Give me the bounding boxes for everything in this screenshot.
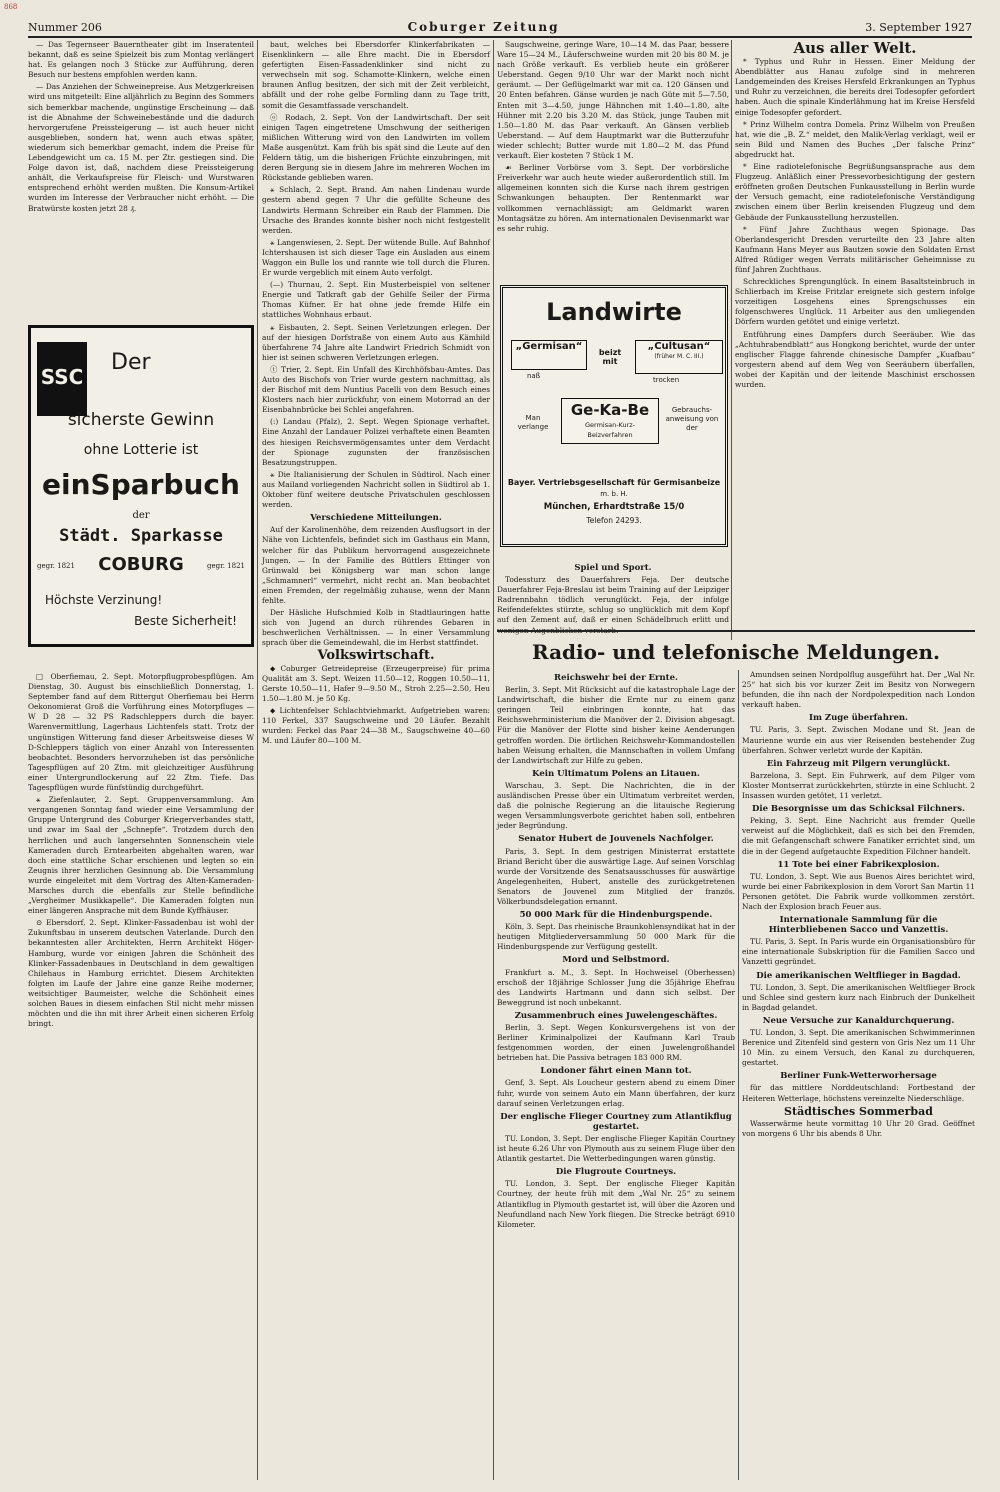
section-heading: Aus aller Welt. — [793, 39, 917, 57]
article-paragraph: Genf, 3. Sept. Als Loucheur gestern abend zu einem Diner fuhr, wurde von seinem Auto ein Mann überfahren, der kurz darauf seinen Verletzungen erlag. — [497, 1078, 735, 1108]
news-heading: Die Flugroute Courtneys. — [555, 1167, 677, 1178]
radio-column-1 — [497, 670, 735, 1480]
ad-line: sicherste Gewinn — [67, 410, 215, 430]
article-paragraph: ⚹ Eisbauten, 2. Sept. Seinen Verletzungen erlegen. Der auf der hiesigen Dorfstraße von einem Auto aus Kämhild überfahrene 74 Jahre alte Landwirt Friedrich Schmidt von hier ist seinen schweren Verletzungen erlegen. — [262, 322, 490, 362]
ad-product: „Germisan“ — [515, 341, 583, 352]
ad-note: Germisan-Kurz-Beizverfahren — [584, 421, 636, 439]
article-paragraph: TU. Paris, 3. Sept. Zwischen Modane und St. Jean de Maurienne wurde ein aus vier Reisenden bestehender Zug überfahren. Schwer verletzt wurde der Kapitän. — [742, 725, 975, 755]
article-paragraph: Berlin, 3. Sept. Wegen Konkursvergehens ist von der Berliner Kriminalpolizei der Kaufmann Karl Traub festgenommen worden, der einen Juwelengroßhandel betrieben hat. Die Passiva betragen 183 000 RM. — [497, 1023, 735, 1063]
article-paragraph: ⬥ Coburger Getreidepreise (Erzeugerpreise) für prima Qualität am 3. Sept. Weizen 11.50—12, Roggen 10.50—11, Gerste 10.50—11, Hafer 9—9.50 M., Stroh 2.25—2.50, Heu 1.50—1.80 M. je 50 Kg. — [262, 663, 490, 703]
ad-note: trocken — [653, 376, 680, 384]
article-paragraph: ⚹ Langenwiesen, 2. Sept. Der wütende Bulle. Auf Bahnhof Ichtershausen ist sich dieser Tage ein Ausladen aus einem Waggon ein Bulle los und rannte wie toll durch die Fluren. Er wurde vergeblich mit einem Auto verfolgt. — [262, 237, 490, 278]
article-paragraph: Schreckliches Sprengunglück. In einem Basaltsteinbruch in Schlierbach im Kreise Fritzlar ereignete sich gestern infolge vorzeitigen Losgehens eines Sprengschusses ein folgenschweres Unglück. 11 Arbeiter aus den umliegenden Dörfern wurden getötet und einige verletzt. — [735, 277, 975, 327]
article-paragraph: ⊙ Ebersdorf, 2. Sept. Klinker-Fassadenbau ist wohl der Zukunftsbau in unserem deutschen Vaterlande. Durch den bekanntesten aller Architekten, Herrn Architekt Höger-Hamburg, wurde vor einigen Jahren die Schönheit des Klinker-Fassadenbaues in Deutschland in dem gewaltigen Chilehaus in Hamburg errichtet. Diesem Architekten folgten im Laufe der Jahre eine ganze Reihe moderner, weitsichtiger Baumeister, welche die Schönheit eines solchen Baues in diesem einfachen Stil nicht mehr missen möchten und die ihn mit ihrer Arbeit einen sicheren Erfolg bringt. — [28, 918, 254, 1029]
radio-column-2 — [742, 670, 975, 1480]
ad-note: Gebrauchs-anweisung von der — [665, 406, 719, 432]
sparkasse-logo: SSC — [37, 342, 87, 416]
ad-line: der — [132, 510, 150, 521]
ad-headline: einSparbuch — [42, 468, 240, 501]
section-heading: Spiel und Sport. — [574, 563, 652, 573]
ad-vendor: Bayer. Vertriebsgesellschaft für Germisanbeize — [507, 478, 721, 487]
ad-founded-right: gegr. 1821 — [207, 562, 245, 570]
ad-telephone: Telefon 24293. — [586, 516, 642, 525]
ad-city: COBURG — [98, 554, 184, 575]
column-4 — [735, 40, 975, 642]
article-paragraph: Saugschweine, geringe Ware, 10—14 M. das Paar, bessere Ware 15—24 M., Läuferschweine wurden mit 20 bis 80 M. je nach Größe verkauft. Es verblieb heute ein größerer Ueberstand. Gegen 9/10 Uhr war der Markt noch nicht geräumt. — Der Geflügelmarkt war mit ca. 120 Gänsen und 20 Enten befahren. Gänse wurden je nach Güte mit 5—7.50, Enten mit 3—4.50, junge Hähnchen mit 1.40—1.80, alte Hühner mit 2.20 bis 3.20 M. das Stück, junge Tauben mit 1.50—1.80 M. das Paar verkauft. An Gänsen verblieb Ueberstand. — Auf dem Hauptmarkt war die Butterzufuhr wieder schlecht; Butter wurde mit 1.80—2 M. das Pfund verkauft. Eier kosteten 7 Stück 1 M. — [497, 40, 729, 161]
column-1-top — [28, 40, 254, 324]
radio-section — [497, 630, 975, 1480]
article-paragraph: Peking, 3. Sept. Eine Nachricht aus fremder Quelle verweist auf die Möglichkeit, daß es sich bei den Fremden, die mit Gefangenschaft schwere Fanatiker errichtet sind, um die in der Gegend aufgetauchte Expedition Filchner handelt. — [742, 816, 975, 856]
sparkasse-advertisement — [28, 325, 254, 647]
ad-note: m. b. H. — [600, 490, 628, 498]
cultusan-box — [635, 340, 723, 374]
article-paragraph: Der Häsliche Hufschmied Kolb in Stadtlauringen hatte sich von Jugend an durch rührendes Gebaren in beschwerlichen Verhältnissen. — In einer Versammlung sprach über die Gemeindewahl, die im Herbst stattfindet. — [262, 608, 490, 648]
article-paragraph: für das mittlere Norddeutschland: Fortbestand der Heiteren Wetterlage, höchstens vereinzelte Niederschläge. — [742, 1083, 975, 1103]
gekabe-box — [561, 398, 659, 444]
page-stamp: 868 — [4, 3, 18, 11]
ad-founded-left: gegr. 1821 — [37, 562, 75, 570]
column-rule — [493, 40, 494, 1480]
news-heading: 11 Tote bei einer Fabrikexplosion. — [777, 859, 940, 870]
news-heading: Die Besorgnisse um das Schicksal Filchners. — [751, 804, 966, 815]
article-paragraph: TU. London, 3. Sept. Die amerikanischen Weltflieger Brock und Schlee sind gestern kurz nach Einbruch der Dunkelheit in Bagdad gelandet. — [742, 982, 975, 1012]
column-rule — [731, 40, 732, 640]
article-paragraph: Berlin, 3. Sept. Mit Rücksicht auf die katastrophale Lage der Landwirtschaft, die bisher die Ernte nur zu einem ganz geringen Teil einbringen konnte, hat das Reichswehrministerium die Manöver der 2. Division abgesagt. Für die Manöver der Flotte sind bisher keine Aenderungen getroffen worden. Die örtlichen Reichswehr-Kommandostellen haben Weisung erhalten, die Mannschaften in vollem Umfang der Landwirtschaft zur Hilfe zu geben. — [497, 685, 735, 765]
article-paragraph: Barzelona, 3. Sept. Ein Fuhrwerk, auf dem Pilger vom Kloster Montserrat zurückkehrten, stürzte in eine Schlucht. 2 Insassen wurden getötet, 11 verletzt. — [742, 770, 975, 801]
news-heading: Berliner Funk-Wetterworhersage — [780, 1071, 937, 1082]
issue-date: 3. September 1927 — [865, 21, 972, 34]
article-paragraph: Frankfurt a. M., 3. Sept. In Hochweisel (Oberhessen) erschoß der 18jährige Schlosser Jung die 35jährige Ehefrau des Landwirts Hartmann und dann sich selbst. Der Beweggrund ist noch unbekannt. — [497, 967, 735, 1007]
article-paragraph: * Fünf Jahre Zuchthaus wegen Spionage. Das Oberlandesgericht Dresden verurteilte den 23 Jahre alten Kaufmann Hans Meyer aus Bautzen sowie den Soldaten Ernst Alfred Rüdiger wegen Verrats militärischer Geheimnisse zu fünf Jahren Zuchthaus. — [735, 224, 975, 274]
ad-address: München, Erhardtstraße 15/0 — [543, 502, 685, 512]
ad-note: naß — [527, 372, 541, 380]
column-rule — [738, 670, 739, 1480]
news-heading: Zusammenbruch eines Juwelengeschäftes. — [514, 1010, 718, 1021]
article-paragraph: TU. London, 3. Sept. Die amerikanischen Schwimmerinnen Berenice und Zitenfeld sind gestern von Gris Nez um 11 Uhr 10 Min. zu einem Versuch, den Kanal zu durchqueren, gestartet. — [742, 1028, 975, 1068]
article-paragraph: TU. Paris, 3. Sept. In Paris wurde ein Organisationsbüro für eine internationale Subskription für die Familien Sacco und Vanzetti gegründet. — [742, 937, 975, 967]
article-paragraph: Köln, 3. Sept. Das rheinische Braunkohlensyndikat hat in der heutigen Mitgliederversammlung 50 000 Mark für die Hindenburgspende zur Verfügung gestellt. — [497, 922, 735, 952]
article-paragraph: TU. London, 3. Sept. Wie aus Buenos Aires berichtet wird, wurde bei einer Fabrikexplosion in dem Vorort San Martin 11 Personen getötet. Die Fabrik wurde vollkommen zerstört. Nach der Explosion brach Feuer aus. — [742, 871, 975, 911]
ad-note: (früher M. C. III.) — [654, 353, 704, 360]
germisan-box — [511, 340, 587, 370]
column-1-bottom — [28, 672, 254, 1480]
article-paragraph: Paris, 3. Sept. In dem gestrigen Ministerrat erstattete Briand Bericht über die auswärtige Lage. Auf seinen Vorschlag wurde der Vorsitzende des Senatsausschusses für auswärtige Angelegenheiten, Hubert, anstelle des zurückgetretenen Senators de Jouvenel zum Mitglied der französ. Völkerbundsdelegation ernannt. — [497, 846, 735, 906]
ad-slogan: Beste Sicherheit! — [134, 614, 237, 628]
article-paragraph: (—) Thurnau, 2. Sept. Ein Musterbeispiel von seltener Energie und Tatkraft gab der Gehilfe Seiler der Firma Thomas Küfner. Er hat ohne jede fremde Hilfe ein stattliches Wohnhaus erbaut. — [262, 280, 490, 320]
section-rule — [497, 630, 975, 632]
article-paragraph: * Prinz Wilhelm contra Domela. Prinz Wilhelm von Preußen hat, wie die „B. Z.“ meldet, den Malik-Verlag verklagt, weil er sein Bild und Namen des Buches „Der falsche Prinz“ abgedruckt hat. — [735, 119, 975, 159]
ad-product: Ge-Ka-Be — [570, 401, 650, 419]
article-paragraph: ⚹ Die Italianisierung der Schulen in Südtirol. Nach einer aus Mailand vorliegenden Nachricht sollen in Südtirol ab 1. Oktober fünf weitere deutsche Privatschulen geschlossen werden. — [262, 469, 490, 510]
article-paragraph: □ Oberfiemau, 2. Sept. Motorpflugprobespflügen. Am Dienstag, 30. August bis einschließlich Donnerstag, 1. September fand auf dem Rittergut Oberfiemau bei Herrn Oekonomierat Groß die Vorführung eines Motorpfluges — W D 28 — 32 PS Radschleppers durch die bayer. Warenvermittlung, Lagerhaus Lichtenfels statt. Trotz der ungünstigen Witterung fand dieser Arbeitsweise dieses W D-Schleppers täglich von einer Anzahl von Interessenten beobachtet. Besonders hervorzuheben ist das persönliche Tagespflügen auf 20 Ztm. mit gleichzeitiger Ausführung einer Untergrundlockerung auf 22 Ztm. Tiefe. Das Tagespflügen wurde fünfstündig durchgeführt. — [28, 672, 254, 793]
article-paragraph: (:) Landau (Pfalz), 2. Sept. Wegen Spionage verhaftet. Eine Anzahl der Landauer Polizei verhaftete einen Beamten des hiesigen Reichsvermögensamtes unter dem Verdacht der Spionage zugunsten der französischen Besatzungstruppen. — [262, 417, 490, 467]
ad-note: beizt mit — [598, 348, 622, 366]
article-paragraph: TU. London, 3. Sept. Der englische Flieger Kapitän Courtney, der heute früh mit dem „Wal Nr. 25“ zu seinem Atlantikflug in Plymouth gestartet ist, will über die Azoren und Neufundland nach New York fliegen. Die Strecke beträgt 6910 Kilometer. — [497, 1179, 735, 1229]
ad-line: Der — [111, 350, 151, 375]
article-paragraph: — Das Anziehen der Schweinepreise. Aus Metzgerkreisen wird uns mitgeteilt: Eine alljährlich zu Beginn des Sommers sich bemerkbar machende, ungünstige Erscheinung — daß ist die Abnahme der Schweinebestände und die dadurch hervorgerufene Preissteigerung — ist auch heuer nicht ausgeblieben, sondern hat, wenn auch etwas später, wiederum sich bemerkbar gemacht, indem die Preise für Lebendgewicht um ca. 15 M. per Ztr. gestiegen sind. Die Folge davon ist, daß, nachdem diese Preissteigerung anhält, die Verkaufspreise für Fleisch- und Wurstwaren entsprechend erhöht werden mußten. Die Konsum-Artikel wurden im Interesse der Verbraucher nicht erhöht. — Die Bratwürste kosten jetzt 28 ₰. — [28, 82, 254, 213]
article-paragraph: ⬥ Lichtenfelser Schlachtviehmarkt. Aufgetrieben waren: 110 Ferkel, 337 Saugschweine und 20 Läufer. Bezahlt wurden: Ferkel das Paar 24—38 M., Saugschweine 40—60 M. und Läufer 80—100 M. — [262, 705, 490, 746]
article-paragraph: Amundsen seinen Nordpolflug ausgeführt hat. Der „Wal Nr. 25“ hat sich bis vor kurzer Zeit im Besitz von Norwegern befunden, die ihn nach der Nordpolexpedition nach London verkauft haben. — [742, 670, 975, 710]
article-paragraph: Todessturz des Dauerfahrers Feja. Der deutsche Dauerfahrer Feja-Breslau ist beim Training auf der Leipziger Radrennbahn tödlich verunglückt. Feja, der infolge Reifendefektes stürzte, schlug so unglücklich mit dem Kopf auf den Zement auf, daß er einen Schädelbruch erlitt und — [497, 575, 729, 625]
article-paragraph: Warschau, 3. Sept. Die Nachrichten, die in der ausländischen Presse über ein Ultimatum verbreitet werden, daß die polnische Regierung an die litauische Regierung wegen Versammlungsverbote gerichtet haben soll, entbehren jeder Begründung. — [497, 780, 735, 831]
news-heading: Ein Fahrzeug mit Pilgern verunglückt. — [766, 758, 951, 769]
news-heading: Die amerikanischen Weltflieger in Bagdad. — [756, 970, 961, 981]
article-paragraph: * Eine radiotelefonische Begrüßungsansprache aus dem Flugzeug. Anläßlich einer Pressevorbesichtigung der gestern eröffneten großen Deutschen Funkausstellung in Berlin wurde der Versuch gemacht, eine radiotelefonische Verständigung zwischen einem über Berlin kreisenden Flugzeug und dem Gebäude der Funkausstellung herzustellen. — [735, 162, 975, 222]
column-3-top — [497, 40, 729, 280]
news-heading: Kein Ultimatum Polens an Litauen. — [532, 768, 700, 779]
section-heading: Volkswirtschaft. — [317, 648, 435, 664]
landwirte-advertisement — [500, 285, 728, 547]
ad-bank-name: Städt. Sparkasse — [59, 526, 223, 546]
column-3-sport — [497, 560, 729, 626]
news-heading: Reichswehr bei der Ernte. — [554, 673, 678, 683]
article-paragraph: ⓣ Trier, 2. Sept. Ein Unfall des Kirchhöfsbau-Amtes. Das Auto des Bischofs von Trier wurde gestern nachmittag, als der Bischof mit dem Nuntius Pacelli von dem Besuch eines Klosters nach hier zurückfuhr, von einem Motorrad an der Eisenbahnbrücke bei Schlei angefahren. — [262, 364, 490, 415]
column-rule — [257, 40, 258, 1480]
article-paragraph: Entführung eines Dampfers durch Seeräuber. Wie das „Achtuhrabendblatt“ aus Hongkong berichtet, wurde der unter englischer Flagge fahrende chinesische Dampfer „Kuafbau“ vorgestern abend auf dem Weg von Seeräubern überfallen, wobei der Kapitän und der leitende Maschinist erschossen wurden. — [735, 329, 975, 389]
ad-line: ohne Lotterie ist — [83, 442, 199, 458]
news-heading: Städtisches Sommerbad — [784, 1104, 933, 1118]
article-paragraph: Wasserwärme heute vormittag 10 Uhr 20 Grad. Geöffnet von morgens 6 Uhr bis abends 8 Uhr. — [742, 1118, 975, 1138]
column-2 — [262, 40, 490, 1480]
article-paragraph: * Typhus und Ruhr in Hessen. Einer Meldung der Abendblätter aus Hanau zufolge sind in mehreren Landgemeinden des Kreises Hersfeld Erkrankungen an Typhus und Ruhr zu verzeichnen, die bereits drei Todesopfer gefordert haben. Auch die spinale Kinderlähmung hat im Kreise Hersfeld einige Todesopfer gefordert. — [735, 57, 975, 117]
article-paragraph: baut, welches bei Ebersdorfer Klinkerfabrikaten — Eisenklinkern — alle Ehre macht. Die in Ebersdorf gefertigten Eisen-Fassadenklinker sind nicht zu verwechseln mit sog. Schamotte-Klinkern, welche einen braunen Anflug besitzen, der sich mit der Zeit verbleicht, abfällt und der rohe gelbe Formling dann zu Tage tritt, somit die Gesamtfassade verschandelt. — [262, 40, 490, 110]
ad-note: Man verlange — [517, 414, 549, 431]
newspaper-title: Coburger Zeitung — [407, 20, 560, 34]
ad-product: „Cultusan“ — [647, 341, 711, 352]
news-heading: Londoner fährt einen Mann tot. — [540, 1066, 692, 1077]
news-heading: 50 000 Mark für die Hindenburgspende. — [519, 910, 713, 921]
article-paragraph: ⓞ Rodach, 2. Sept. Von der Landwirtschaft. Der seit einigen Tagen eingetretene Umschwung der seitherigen mißlichen Witterung wird von den Landwirten im vollem Maße ausgenützt. Kam früh bis spät sind die Leute auf den Feldern tätig, um die bisherigen Früchte einzubringen, mit deren Bergung sie in diesem Jahre im mehreren Wochen im Rückstande geblieben waren. — [262, 112, 490, 183]
article-paragraph: — Das Tegernseer Bauerntheater gibt im Inseratenteil bekannt, daß es seine Spielzeit bis zum Montag verlängert hat. Es gelangen noch 3 Stücke zur Aufführung, deren Besuch nur bestens empfohlen werden kann. — [28, 40, 254, 80]
radio-section-title: Radio- und telefonische Meldungen. — [531, 640, 941, 664]
news-heading: Im Zuge überfahren. — [808, 713, 908, 724]
news-heading: Internationale Sammlung für die Hinterbliebenen Sacco und Vanzettis. — [768, 915, 949, 936]
article-paragraph: ⚹ Ziefenlauter, 2. Sept. Gruppenversammlung. Am vergangenen Sonntag fand wieder eine Versammlung der Gruppe Untergrund des Coburger Kriegerverbandes statt, und zwar im Saal der „Schnepfe“. Trotzdem durch den herrlichen und auch langersehnten Sonnenschein viele Kameraden durch Erntearbeiten abgehalten waren, war doch eine stattliche Schar erschienen und legten so ein Zeugnis ihrer herzlichen Gesinnung ab. Die Versammlung wurde eingeleitet mit dem Vortrag des Alten-Kameraden-Marsches durch die ebenfalls zur Stelle befindliche „Vergheimer Musikkapelle“. Die Kameraden folgten nun einer längeren Ansprache mit dem Bunde Kyffhäuser. — [28, 795, 254, 916]
news-heading: Neue Versuche zur Kanaldurchquerung. — [762, 1015, 955, 1026]
news-heading: Senator Hubert de Jouvenels Nachfolger. — [518, 834, 714, 845]
news-heading: Mord und Selbstmord. — [562, 955, 670, 966]
article-paragraph: TU. London, 3. Sept. Der englische Flieger Kapitän Courtney ist heute 6.26 Uhr von Plymouth aus zu seinem Fluge über den Atlantik gestartet. Die Wetterbedingungen waren günstig. — [497, 1133, 735, 1164]
issue-number: Nummer 206 — [28, 21, 102, 34]
news-heading: Der englische Flieger Courtney zum Atlantikflug gestartet. — [500, 1111, 732, 1132]
article-paragraph: ☙ Berliner Vorbörse vom 3. Sept. Der vorbörsliche Freiverkehr war auch heute wieder außerordentlich still. Im allgemeinen konnten sich die Kurse nach ihrem gestrigen Schwankungen behaupten. Der Rentenmarkt war vollkommen vernachlässigt; am Geldmarkt waren Montagsätze zu hören. Am internationalen Devisenmarkt war es sehr ruhig. — [497, 163, 729, 233]
page-header — [28, 14, 972, 38]
article-paragraph: Auf der Karolinenhöhe, dem reizenden Ausflugsort in der Nähe von Lichtenfels, befindet sich im Gasthaus ein Mann, welcher für das Publikum hervorragend ausgezeichnete Jungen. — In der Familie des Büttlers Ettinger von Grünwald bei Königsberg war man schon lange „Schmamnerl“ vermehrt, nicht recht an. Man beobachtet einen Fremden, der regelmäßig zuhause, wenn der Mann fehlte. — [262, 525, 490, 605]
ad-slogan: Höchste Verzinung! — [45, 593, 163, 607]
section-heading: Verschiedene Mitteilungen. — [310, 513, 442, 524]
article-paragraph: ⚹ Schlach, 2. Sept. Brand. Am nahen Lindenau wurde gestern abend gegen 7 Uhr die gefüllte Scheune des Landwirts Hermann Schreiber ein Raub der Flammen. Die Ursache des Brandes konnte bisher noch nicht festgestellt werden. — [262, 185, 490, 235]
ad-title: Landwirte — [546, 298, 682, 326]
